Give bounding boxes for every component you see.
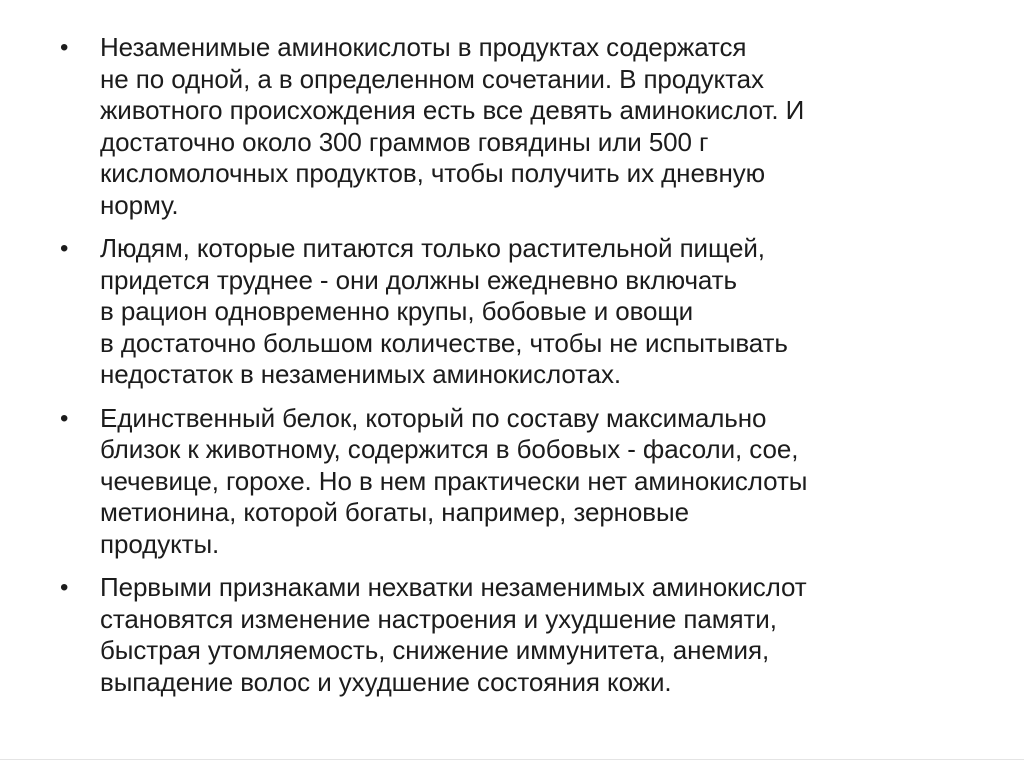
- text-line: в достаточно большом количестве, чтобы не испытывать: [100, 327, 788, 358]
- text-line: Незаменимые аминокислоты в продуктах содержатся: [100, 32, 747, 62]
- text-line: чечевице, горохе. Но в нем практически нет аминокислоты: [100, 465, 808, 496]
- bullet-item-2: [60, 233, 980, 391]
- text-line: в рацион одновременно крупы, бобовые и овощи: [100, 296, 694, 326]
- bullet-list: [60, 32, 980, 710]
- bottom-divider: [0, 759, 1024, 760]
- text-line: быстрая утомляемость, снижение иммунитета, анемия,: [100, 635, 770, 665]
- text-line: достаточно около 300 граммов говядины или 500 г: [100, 126, 709, 157]
- text-line: продукты.: [100, 528, 220, 559]
- bullet-item-4: [60, 572, 980, 698]
- text-line: становятся изменение настроения и ухудшение памяти,: [100, 603, 777, 634]
- text-line: животного происхождения есть все девять аминокислот. И: [100, 95, 805, 125]
- text-line: не по одной, а в определенном сочетании. В продуктах: [100, 63, 764, 94]
- text-line: метионина, которой богаты, например, зерновые: [100, 497, 689, 527]
- bullet-marker: •: [60, 404, 69, 432]
- text-line: близок к животному, содержится в бобовых - фасоли, сое,: [100, 434, 799, 464]
- text-line: придется труднее - они должны ежедневно включать: [100, 264, 737, 295]
- text-line: норму.: [100, 189, 179, 220]
- text-line: выпадение волос и ухудшение состояния кожи.: [100, 666, 672, 697]
- bullet-marker: •: [60, 235, 69, 262]
- bullet-item-1: [60, 32, 980, 221]
- text-line: Единственный белок, который по составу максимально: [100, 402, 767, 433]
- text-line: Первыми признаками нехватки незаменимых аминокислот: [100, 572, 807, 602]
- text-line: недостаток в незаменимых аминокислотах.: [100, 359, 622, 389]
- bullet-item-3: [60, 403, 980, 561]
- text-line: Людям, которые питаются только растительной пищей,: [100, 233, 765, 263]
- text-line: кисломолочных продуктов, чтобы получить их дневную: [100, 158, 766, 188]
- bullet-marker: •: [60, 34, 69, 61]
- bullet-marker: •: [60, 574, 69, 601]
